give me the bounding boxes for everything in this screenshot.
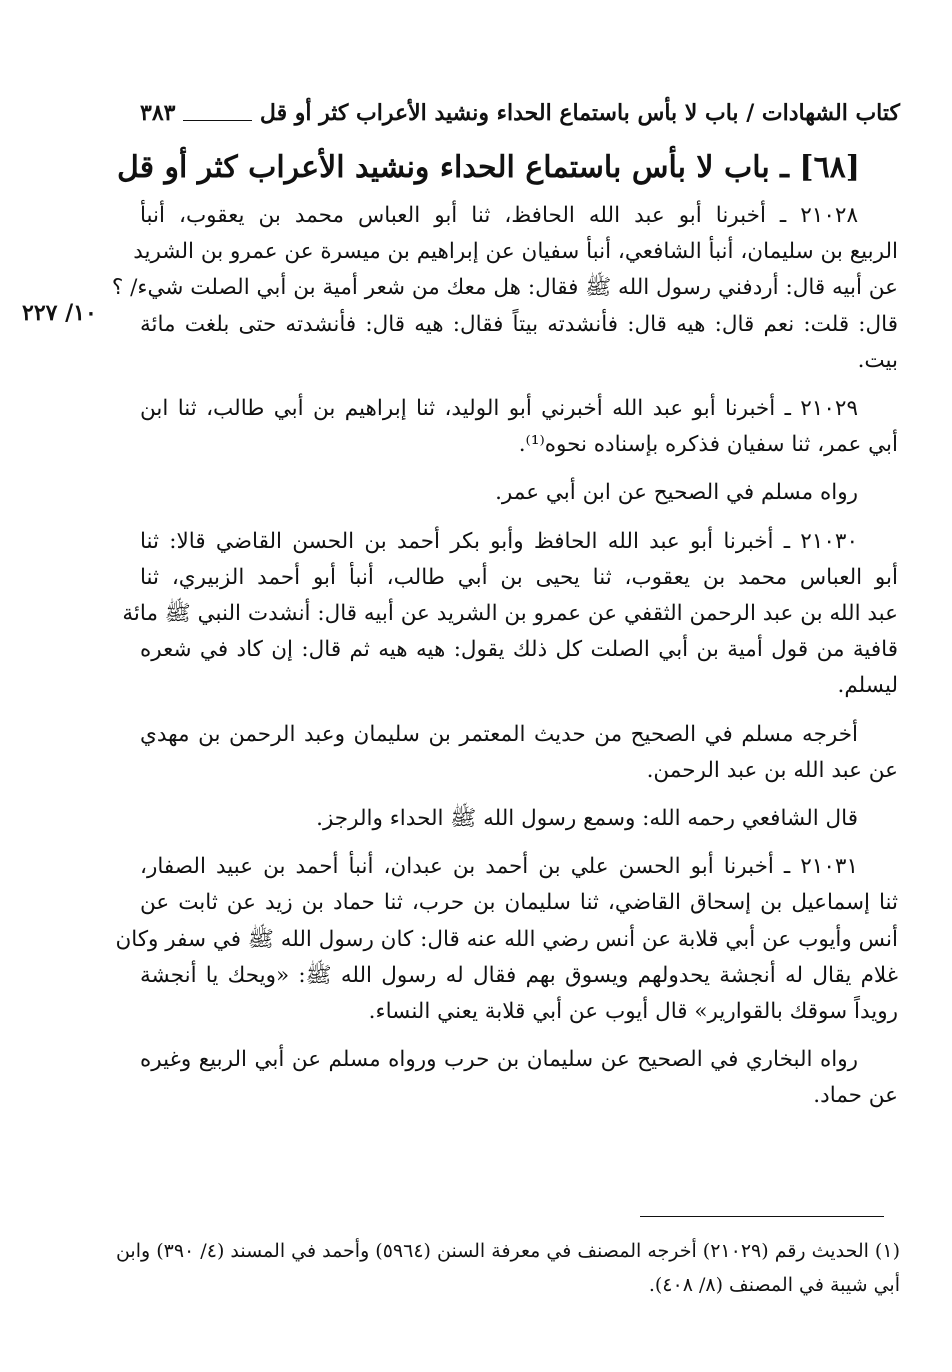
text-line: رويداً سوقك بالقوارير» قال أيوب عن أبي قلابة يعني النساء. [368, 999, 898, 1025]
chapter-title: [٦٨] ـ باب لا بأس باستماع الحداء ونشيد الأعراب كثر أو قل [117, 150, 860, 185]
paragraph [115, 849, 898, 1030]
paragraph [140, 717, 898, 789]
text-line: ٢١٠٢٨ ـ أخبرنا أبو عبد الله الحافظ، ثنا أبو العباس محمد بن يعقوب، أنبأ [140, 203, 858, 228]
main-text [111, 198, 898, 1127]
text-line: قال الشافعي رحمه الله: وسمع رسول الله ﷺ الحداء والرجز. [316, 806, 858, 832]
text-line: أبي عمر، ثنا سفيان فذكره بإسناده نحوه⁽¹⁾. [518, 432, 898, 458]
text-line: قافية من قول أمية بن أبي الصلت كل ذلك يقول: هيه هيه ثم قال: إن كاد في شعره [140, 637, 898, 663]
footnote-line: أبي شيبة في المصنف (٨/ ٤٠٨). [648, 1274, 900, 1296]
text-line: أنس وأيوب عن أبي قلابة عن أنس رضي الله عنه قال: كان رسول الله ﷺ في سفر وكان [115, 926, 898, 952]
text-line: ٢١٠٢٩ ـ أخبرنا أبو عبد الله أخبرني أبو الوليد، ثنا إبراهيم بن أبي طالب، ثنا ابن [140, 396, 858, 422]
footnote-line: (١) الحديث رقم (٢١٠٢٩) أخرجه المصنف في معرفة السنن (٥٩٦٤) وأحمد في المسند (٤/ ٣٩٠) وابن [115, 1240, 900, 1262]
text-line: عن حماد. [813, 1083, 898, 1109]
text-line: أبو العباس محمد بن يعقوب، ثنا يحيى بن أبي طالب، أنبأ أبو أحمد الزبيري، ثنا [140, 564, 898, 590]
footnote-separator [640, 1216, 884, 1217]
text-line: ٢١٠٣١ ـ أخبرنا أبو الحسن علي بن أحمد بن عبدان، أنبأ أحمد بن عبيد الصفار، [140, 854, 858, 880]
paragraph [140, 1042, 898, 1114]
text-line: ليسلم. [837, 673, 898, 699]
header-dash [183, 106, 251, 121]
text-line: ثنا إسماعيل بن إسحاق القاضي، ثنا سليمان بن حرب، ثنا حماد بن زيد عن ثابت عن [140, 890, 898, 916]
text-line: ٢١٠٣٠ ـ أخبرنا أبو عبد الله الحافظ وأبو بكر أحمد بن الحسن القاضي قالا: ثنا [140, 528, 858, 554]
text-line: الربيع بن سليمان، أنبأ الشافعي، أنبأ سفيان عن إبراهيم بن ميسرة عن عمرو بن الشريد [133, 239, 898, 265]
paragraph [111, 198, 898, 379]
paragraph [140, 391, 898, 463]
paragraph [140, 801, 898, 837]
paragraph [122, 524, 898, 705]
text-line: قال: قلت: نعم قال: هيه قال: فأنشدته بيتاً فقال: هيه قال: فأنشدته حتى بلغت مائة [140, 311, 898, 337]
text-line: عن عبد الله بن عبد الرحمن. [646, 757, 898, 783]
header-text: كتاب الشهادات / باب لا بأس باستماع الحداء ونشيد الأعراب كثر أو قل [259, 100, 900, 126]
text-line: عبد الله بن عبد الرحمن الثقفي عن عمرو بن الشريد عن أبيه قال: أنشدت النبي ﷺ مائة [122, 601, 898, 627]
text-line: رواه البخاري في الصحيح عن سليمان بن حرب ورواه مسلم عن أبي الربيع وغيره [140, 1047, 858, 1073]
text-line: أخرجه مسلم في الصحيح من حديث المعتمر بن سليمان وعبد الرحمن بن مهدي [140, 721, 858, 747]
text-line: رواه مسلم في الصحيح عن ابن أبي عمر. [495, 480, 858, 506]
paragraph [140, 475, 898, 511]
running-header [140, 96, 900, 130]
margin-reference: ١٠/ ٢٢٧ [22, 300, 97, 326]
text-line: بيت. [857, 347, 898, 373]
footnote [115, 1234, 900, 1302]
page-number: ٣٨٣ [140, 100, 176, 126]
text-line: غلام يقال له أنجشة يحدولهم ويسوق بهم فقال له رسول الله ﷺ: «ويحك يا أنجشة [140, 962, 898, 988]
text-line: عن أبيه قال: أردفني رسول الله ﷺ فقال: هل معك من شعر أمية بن أبي الصلت شيء/ ؟ [111, 275, 898, 301]
